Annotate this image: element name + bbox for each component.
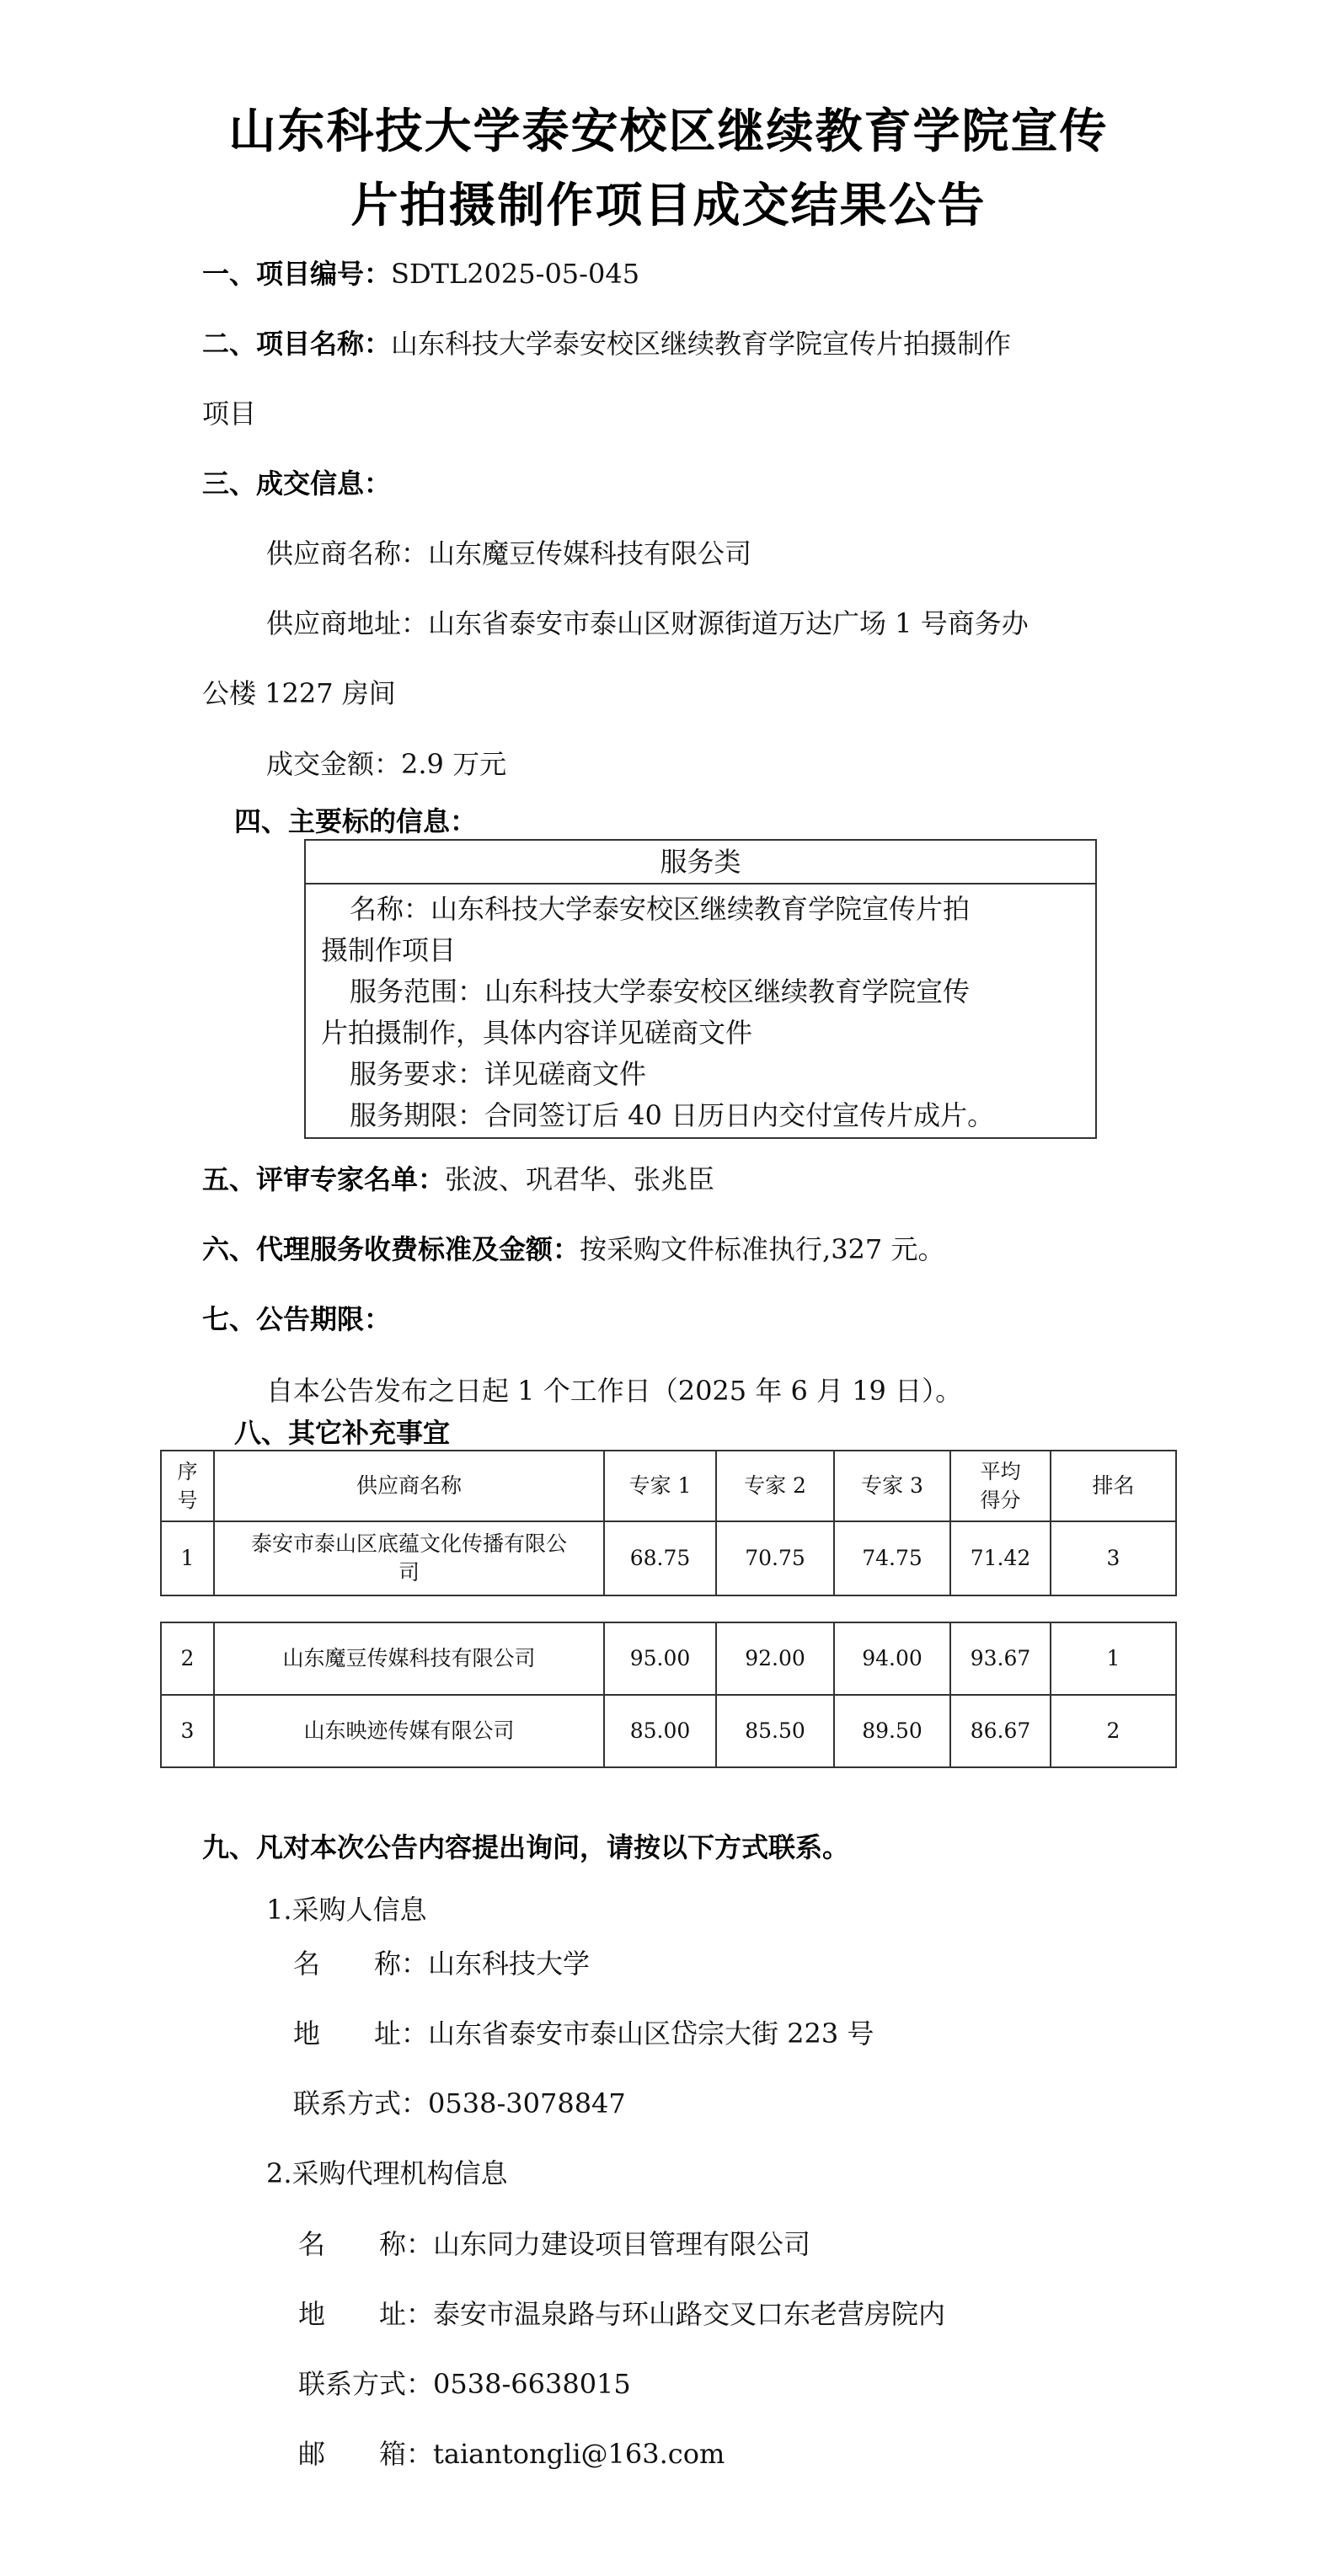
cell-rank: 1: [1051, 1622, 1176, 1695]
notice-period: 自本公告发布之日起 1 个工作日（2025 年 6 月 19 日）。: [266, 1375, 963, 1407]
service-scope: 服务范围：山东科技大学泰安校区继续教育学院宣传: [350, 975, 971, 1007]
supplier-name: 供应商名称：山东魔豆传媒科技有限公司: [266, 537, 752, 569]
table-row: [161, 1695, 1176, 1767]
section-contact-label: 九、凡对本次公告内容提出询问，请按以下方式联系。: [202, 1831, 850, 1863]
service-scope-continued: 片拍摄制作，具体内容详见磋商文件: [321, 1017, 753, 1049]
cell-average: 93.67: [950, 1622, 1051, 1695]
table-row: [161, 1521, 1176, 1595]
header-expert-1: 专家 1: [604, 1451, 716, 1521]
subject-name-continued: 摄制作项目: [321, 934, 457, 966]
cell-supplier: 山东映迹传媒有限公司: [214, 1695, 604, 1767]
subject-info-box: [304, 839, 1097, 1139]
cell-expert-3: 74.75: [834, 1521, 950, 1595]
cell-expert-2: 92.00: [716, 1622, 834, 1695]
table-header-row: [161, 1451, 1176, 1521]
project-number: SDTL2025-05-045: [391, 258, 640, 290]
cell-expert-1: 68.75: [604, 1521, 716, 1595]
service-requirement: 服务要求：详见磋商文件: [350, 1058, 647, 1090]
cell-seq: 1: [161, 1521, 214, 1595]
section-deal-info-label: 三、成交信息：: [202, 468, 392, 500]
project-name-continued: 项目: [202, 398, 257, 430]
section-label: 一、项目编号：: [202, 258, 392, 290]
cell-expert-1: 85.00: [604, 1695, 716, 1767]
section-label: 六、代理服务收费标准及金额：: [202, 1233, 580, 1265]
table-row: [161, 1622, 1176, 1695]
title-line-2: 片拍摄制作项目成交结果公告: [350, 179, 987, 233]
section-agency-fee: [202, 1228, 944, 1267]
section-project-name: [202, 323, 1011, 361]
buyer-info-title: 1.采购人信息: [266, 1894, 427, 1926]
cell-expert-1: 95.00: [604, 1622, 716, 1695]
cell-expert-3: 94.00: [834, 1622, 950, 1695]
expert-list: 张波、巩君华、张兆臣: [445, 1163, 715, 1195]
agency-fee: 按采购文件标准执行,327 元。: [580, 1233, 945, 1265]
cell-rank: 3: [1051, 1521, 1176, 1595]
buyer-name: 名 称：山东科技大学: [293, 1948, 591, 1980]
supplier-address: 供应商地址：山东省泰安市泰山区财源街道万达广场 1 号商务办: [266, 607, 1029, 639]
section-label: 五、评审专家名单：: [202, 1163, 446, 1195]
score-table-2: [160, 1622, 1177, 1768]
buyer-phone: 联系方式：0538-3078847: [293, 2087, 626, 2119]
supplier-address-continued: 公楼 1227 房间: [202, 677, 396, 709]
cell-seq: 3: [161, 1695, 214, 1767]
section-notice-period-label: 七、公告期限：: [202, 1303, 392, 1335]
section-project-number: [202, 253, 639, 291]
buyer-address: 地 址：山东省泰安市泰山区岱宗大街 223 号: [293, 2018, 874, 2050]
cell-expert-2: 85.50: [716, 1695, 834, 1767]
agency-name: 名 称：山东同力建设项目管理有限公司: [298, 2228, 811, 2260]
cell-expert-3: 89.50: [834, 1695, 950, 1767]
header-average: 平均 得分: [950, 1451, 1051, 1521]
cell-expert-2: 70.75: [716, 1521, 834, 1595]
cell-seq: 2: [161, 1622, 214, 1695]
header-supplier: 供应商名称: [214, 1451, 604, 1521]
header-expert-3: 专家 3: [834, 1451, 950, 1521]
deal-amount: 成交金额：2.9 万元: [266, 748, 507, 780]
cell-supplier: 泰安市泰山区底蕴文化传播有限公 司: [214, 1521, 604, 1595]
agency-phone: 联系方式：0538-6638015: [298, 2368, 631, 2400]
header-rank: 排名: [1051, 1451, 1176, 1521]
header-seq: 序 号: [161, 1451, 214, 1521]
subject-name: 名称：山东科技大学泰安校区继续教育学院宣传片拍: [350, 893, 971, 925]
cell-rank: 2: [1051, 1695, 1176, 1767]
service-period: 服务期限：合同签订后 40 日历日内交付宣传片成片。: [350, 1099, 995, 1131]
cell-average: 71.42: [950, 1521, 1051, 1595]
box-header: 服务类: [306, 841, 1095, 884]
agency-email: 邮 箱：taiantongli@163.com: [298, 2438, 725, 2470]
section-supplement-label: 八、其它补充事宜: [234, 1417, 451, 1449]
score-table-1: [160, 1450, 1177, 1596]
section-subject-info-label: 四、主要标的信息：: [234, 805, 478, 837]
section-experts: [202, 1158, 714, 1197]
agency-address: 地 址：泰安市温泉路与环山路交叉口东老营房院内: [298, 2298, 946, 2330]
project-name: 山东科技大学泰安校区继续教育学院宣传片拍摄制作: [391, 328, 1012, 360]
cell-average: 86.67: [950, 1695, 1051, 1767]
agency-info-title: 2.采购代理机构信息: [266, 2157, 508, 2189]
header-expert-2: 专家 2: [716, 1451, 834, 1521]
title-line-1: 山东科技大学泰安校区继续教育学院宣传: [228, 104, 1109, 159]
section-label: 二、项目名称：: [202, 328, 392, 360]
cell-supplier: 山东魔豆传媒科技有限公司: [214, 1622, 604, 1695]
